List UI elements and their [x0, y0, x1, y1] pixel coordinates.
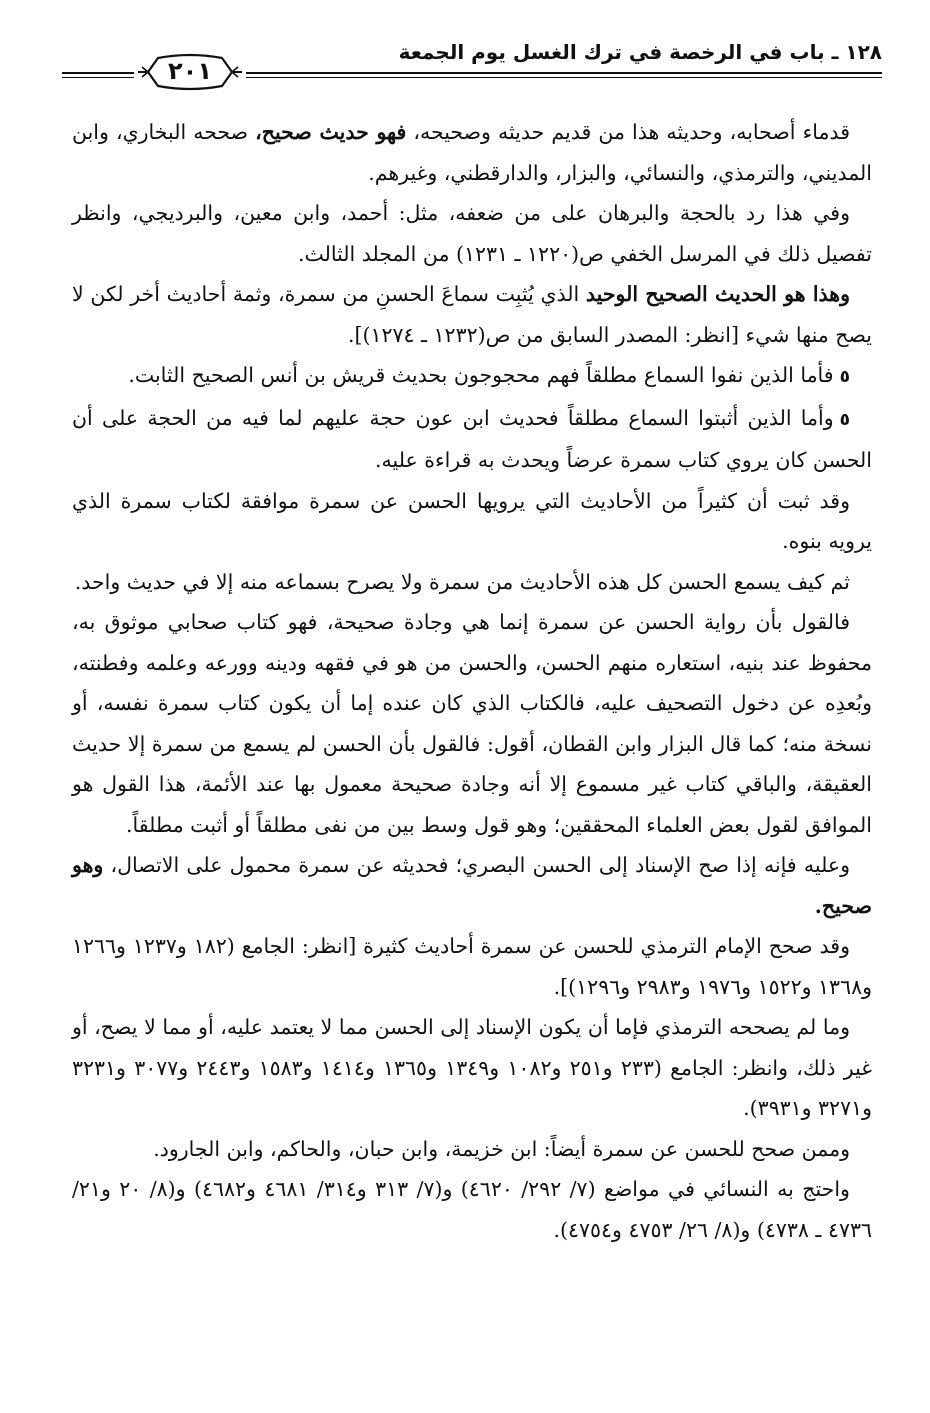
- paragraph: [72, 274, 872, 355]
- text-run: فأما الذين نفوا السماع مطلقاً فهم محجوجون بحديث قريش بن أنس الصحيح الثابت.: [128, 363, 834, 387]
- text-run: وعليه فإنه إذا صح الإسناد إلى الحسن البصري؛ فحديثه عن سمرة محمول على الاتصال،: [103, 853, 850, 877]
- paragraph: [72, 355, 872, 398]
- text-run: وأما الذين أثبتوا السماع مطلقاً فحديث ابن عون حجة عليهم لما فيه من الحجة على أن الحسن كان يروي كتاب سمرة عرضاً ويحدث به قراءة عليه.: [72, 405, 872, 472]
- paragraph: [72, 481, 872, 562]
- bold-text: فهو حديث صحيح،: [255, 120, 407, 144]
- paragraph: [72, 1007, 872, 1129]
- text-run: وما لم يصححه الترمذي فإما أن يكون الإسناد إلى الحسن مما لا يعتمد عليه، أو مما لا يصح، أو غير ذلك، وانظر: الجامع (٢٣٣ و٢٥١ و١٠٨٢ و١٣٤٩ و١٣٦٥ و١٤١٤ و١٥٨٣ و٢٤٤٣ و٣٠٧٧ و٣٢٣١ و٣٢٧١ و٣٩٣١).: [72, 1015, 873, 1120]
- page-header: [62, 36, 882, 92]
- text-run: صححه البخاري، وابن المديني، والترمذي، والنسائي، والبزار، والدارقطني، وغيرهم.: [72, 120, 872, 185]
- paragraph: [72, 398, 872, 481]
- paragraph: [72, 1129, 872, 1170]
- text-run: ثم كيف يسمع الحسن كل هذه الأحاديث من سمرة ولا يصرح بسماعه منه إلا في حديث واحد.: [74, 569, 850, 594]
- bullet-mark: ٥: [839, 367, 850, 387]
- paragraph: [72, 845, 872, 926]
- paragraph: [72, 1169, 872, 1250]
- text-run: وقد صحح الإمام الترمذي للحسن عن سمرة أحاديث كثيرة [انظر: الجامع (١٨٢ و١٢٣٧ و١٢٦٦ و١٣٦٨ و١٥٢٢ و١٩٧٦ و٢٩٨٣ و١٢٩٦)].: [72, 934, 872, 999]
- text-run: وممن صحح للحسن عن سمرة أيضاً: ابن خزيمة، وابن حبان، والحاكم، وابن الجارود.: [153, 1136, 850, 1161]
- bold-text: وهذا هو الحديث الصحيح الوحيد: [585, 282, 850, 306]
- text-run: الذي يُثبِت سماعَ الحسنِ من سمرة، وثمة أحاديث أخر لكن لا يصح منها شيء [انظر: المصدر السابق من ص(١٢٣٢ ـ ١٢٧٤)].: [72, 282, 872, 347]
- main-text: [72, 112, 872, 1250]
- paragraph: [72, 112, 872, 193]
- text-run: وقد ثبت أن كثيراً من الأحاديث التي يرويها الحسن عن سمرة موافقة لكتاب سمرة الذي يرويه بنوه.: [72, 488, 872, 553]
- bullet-mark: ٥: [839, 409, 850, 430]
- running-head-title: ١٢٨ ـ باب في الرخصة في ترك الغسل يوم الجمعة: [398, 40, 882, 64]
- paragraph: [72, 562, 872, 603]
- text-run: فالقول بأن رواية الحسن عن سمرة إنما هي وجادة صحيحة، فهو كتاب صحابي موثوق به، محفوظ عند بنيه، استعاره منهم الحسن، والحسن من هو في فقهه ودينه وورعه وعلمه وفطنته، وبُعدِه عن دخول التصحيف عليه، فالكتاب الذي كان عنده إما أن يكون كتاب سمرة نفسه، أو نسخة منه؛ كما قال البزار وابن القطان، أقول: فالقول بأن الحسن لم يسمع من سمرة إلا حديث العقيقة، والباقي كتاب غير مسموع إلا أنه وجادة صحيحة معمول بها عند الأئمة، هذا القول هو الموافق لقول بعض العلماء المحققين؛ وهو قول وسط بين من نفى مطلقاً أو أثبت مطلقاً.: [72, 610, 872, 837]
- page-number: ٢٠١: [168, 57, 212, 85]
- paragraph: [72, 926, 872, 1007]
- text-run: وفي هذا رد بالحجة والبرهان على من ضعفه، مثل: أحمد، وابن معين، والبرديجي، وانظر تفصيل ذلك في المرسل الخفي ص(١٢٢٠ ـ ١٢٣١) من المجلد الثالث.: [72, 201, 872, 266]
- bold-text: وهو صحيح.: [72, 853, 872, 918]
- paragraph: [72, 602, 872, 845]
- text-run: واحتج به النسائي في مواضع (٧/ ٢٩٢/ ٤٦٢٠) و(٧/ ٣١٣ و٣١٤/ ٤٦٨١ و٤٦٨٢) و(٨/ ٢٠ و٢١/ ٤٧٣٦ ـ ٤٧٣٨) و(٨/ ٢٦/ ٤٧٥٣ و٤٧٥٤).: [72, 1177, 872, 1242]
- page-number-badge: [134, 50, 246, 94]
- paragraph: [72, 193, 872, 274]
- text-run: قدماء أصحابه، وحديثه هذا من قديم حديثه وصحيحه،: [406, 120, 850, 144]
